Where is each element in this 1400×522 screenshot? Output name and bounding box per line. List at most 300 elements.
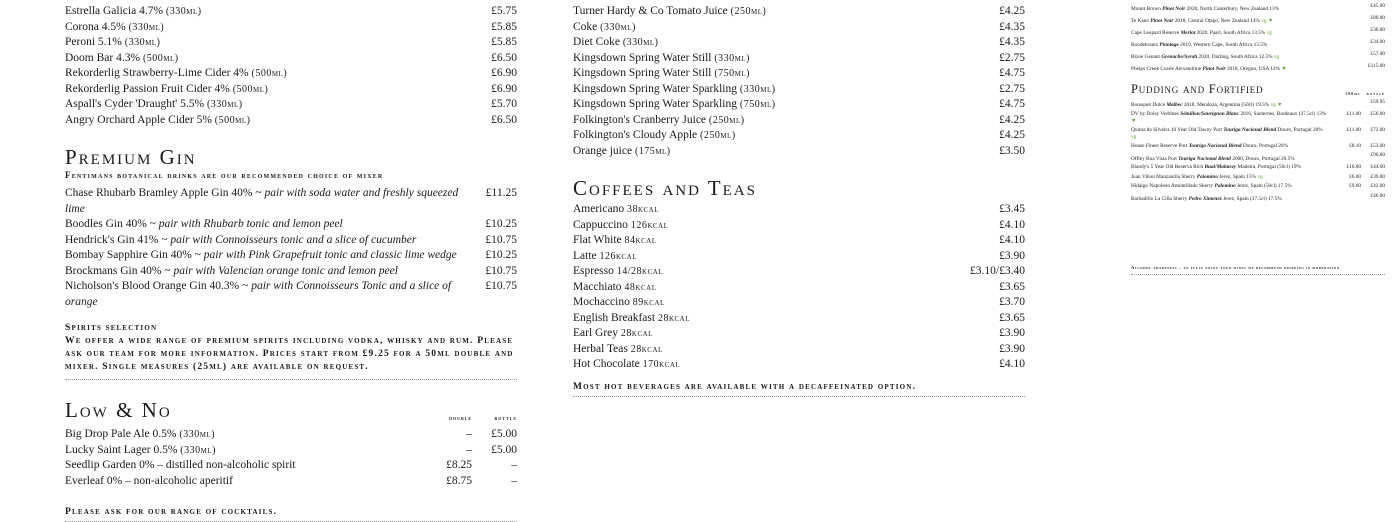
item-label [65, 474, 424, 490]
wine-label [1131, 6, 1328, 14]
wine-item [1131, 152, 1385, 164]
red-wine-list [1131, 2, 1385, 74]
item-name: Corona 4.5% [65, 20, 126, 33]
price-bottle: £42.00 [1370, 183, 1385, 190]
menu-item [65, 35, 517, 51]
item-label [65, 427, 424, 443]
price-bottle: £80.00 [1370, 14, 1385, 21]
cocktails-note: Please ask for our range of cocktails. [65, 507, 278, 517]
menu-item [65, 20, 517, 36]
item-size: (330ml) [180, 444, 216, 456]
item-size: (330ml) [714, 52, 751, 64]
wine-details: Douro, Portugal 20% [1242, 142, 1288, 149]
item-size: (330ml) [165, 6, 202, 17]
wine-item [1131, 173, 1385, 183]
item-price: £3.65 [999, 280, 1025, 293]
wine-producer: Phelps Creek Cuvée Alexandrine [1131, 66, 1202, 72]
wine-grape: Pedro Ximenez [1188, 196, 1222, 203]
item-label [65, 113, 483, 129]
item-size: 84kcal [624, 235, 657, 246]
item-name: Mochaccino [573, 296, 630, 308]
gin-subtitle: Fentimans botanical drinks are our recommended choice of mixer [65, 170, 384, 180]
wine-grape: Pinot Noir [1202, 66, 1226, 72]
wine-prices [1336, 164, 1385, 172]
alcohol-note: Alcohol awareness – to fully enjoy your wines we recommend drinking in moderation. [1131, 265, 1342, 271]
item-name: Boodles Gin 40% ~ [65, 218, 156, 230]
menu-item [573, 218, 1025, 234]
low-no-heading: Low & No [65, 398, 172, 422]
item-price: £3.90 [999, 327, 1025, 339]
wine-item [1131, 98, 1385, 110]
wine-prices [1336, 174, 1385, 182]
wine-grape: Grenache/Syrah [1161, 54, 1198, 60]
item-price: £6.50 [491, 113, 517, 126]
wine-label [1131, 164, 1328, 172]
wine-grape: Touriga Nacional Blend [1223, 126, 1277, 133]
item-size: (250ml) [700, 130, 736, 141]
item-name: Diet Coke [573, 36, 620, 48]
item-size: 89kcal [632, 297, 665, 308]
price-bottle: £30.00 [1370, 26, 1385, 33]
item-size: (330ml) [128, 21, 165, 33]
wine-item [1131, 126, 1385, 142]
item-label [65, 443, 424, 459]
item-name: Estrella Galicia 4.7% [65, 5, 164, 17]
item-name: Americano [573, 203, 625, 215]
price-bottle: £5.00 [491, 428, 517, 440]
wine-prices [1336, 152, 1385, 160]
item-name: Folkington's Cranberry Juice [573, 113, 707, 126]
menu-item [573, 97, 1025, 113]
diet-marks-icon: ▼ [1281, 66, 1287, 72]
wine-grape: Touriga Nacional Blend [1178, 155, 1231, 162]
item-label [573, 295, 991, 311]
item-name: Everleaf 0% – non-alcoholic aperitif [65, 474, 233, 487]
price-bottle: £115.00 [1367, 62, 1385, 69]
menu-item [65, 82, 517, 98]
price-bottle: £59.95 [1370, 98, 1385, 105]
wine-grape: Malbec [1166, 102, 1183, 108]
item-size: (500ml) [232, 83, 269, 95]
item-size: 126kcal [599, 250, 638, 262]
item-name: Folkington's Cloudy Apple [573, 129, 698, 141]
item-label [573, 82, 991, 98]
wine-item [1131, 62, 1385, 74]
item-price: £2.75 [999, 82, 1025, 95]
wine-producer: Cape Leopard Reserve [1131, 30, 1180, 36]
item-price: £2.75 [999, 51, 1025, 64]
item-label [65, 233, 477, 249]
wine-prices [1336, 111, 1385, 119]
left-column [65, 4, 517, 522]
low-no-list [65, 427, 517, 489]
wine-label [1131, 66, 1328, 74]
item-price: £3.70 [999, 296, 1025, 308]
price-bottle: £57.00 [1370, 50, 1385, 57]
wine-producer: Blandy's 5 Year Old Reserva Rich [1131, 164, 1204, 171]
wine-label [1131, 127, 1328, 142]
menu-item [573, 35, 1025, 51]
price-glass [1336, 152, 1361, 160]
price-bottle: £90.00 [1370, 152, 1385, 159]
wine-details: 2018, Central Otago, New Zealand 14% [1174, 18, 1260, 24]
wine-grape: Palomino [1196, 173, 1218, 180]
wine-details: 2000, Douro, Portugal 20.5% [1232, 155, 1295, 162]
pudding-heading: Pudding and Fortified [1131, 82, 1264, 96]
item-pairing: pair with Valencian orange tonic and lemon peel [173, 264, 398, 277]
item-name: Orange juice [573, 144, 633, 157]
menu-item [573, 357, 1025, 373]
item-price: £4.25 [999, 5, 1025, 17]
wine-prices [1336, 193, 1385, 201]
menu-item [573, 233, 1025, 249]
menu-item [65, 186, 517, 217]
price-glass [1336, 15, 1361, 23]
item-price: £4.75 [999, 67, 1025, 79]
item-label [573, 144, 991, 160]
item-price: £6.50 [491, 51, 517, 64]
price-glass: £11.00 [1346, 126, 1361, 133]
item-price: £3.50 [999, 144, 1025, 157]
wine-details: 2018, Mendoza, Argentina (50cl) 19.5% [1183, 102, 1270, 108]
price-bottle: £44.00 [1370, 164, 1385, 171]
diet-marks-icon: vg [1266, 30, 1272, 36]
item-label [65, 51, 483, 67]
item-name: Coke [573, 20, 598, 33]
item-price: £4.10 [999, 358, 1025, 370]
item-label [573, 233, 991, 249]
item-size: (330ml) [600, 21, 636, 33]
item-size: 28kcal [630, 343, 663, 355]
item-price: £5.85 [491, 20, 517, 33]
menu-item [573, 66, 1025, 82]
wine-prices [1336, 27, 1385, 35]
menu-item [573, 264, 1025, 280]
price-glass: £6.00 [1349, 173, 1361, 180]
item-name: Macchiato [573, 280, 622, 293]
item-price: £5.85 [491, 36, 517, 48]
wine-label [1131, 102, 1328, 110]
item-pairing: pair with soda water and freshly squeezed lime [65, 187, 459, 215]
item-label [65, 248, 477, 264]
price-glass [1336, 193, 1361, 201]
premium-gin-heading: Premium Gin [65, 145, 197, 169]
menu-item [65, 248, 517, 264]
wine-item [1131, 50, 1385, 62]
wine-label [1131, 30, 1328, 38]
price-glass [1336, 63, 1361, 71]
item-name: Chase Rhubarb Bramley Apple Gin 40% ~ [65, 187, 262, 199]
wine-details: Jerez, Spain 15% [1219, 173, 1256, 180]
item-size: 28kcal [657, 312, 691, 324]
item-name: Latte [573, 249, 597, 262]
item-label [573, 128, 991, 144]
bottle-label: bottle [1366, 91, 1385, 96]
wine-details: 2019, Western Cape, South Africa 13.5% [1180, 42, 1268, 48]
wine-prices [1336, 63, 1385, 71]
wine-item [1131, 192, 1385, 204]
price-glass [1336, 51, 1361, 59]
wine-item [1131, 38, 1385, 50]
item-size: (750ml) [714, 68, 751, 79]
item-size: 170kcal [642, 359, 681, 370]
menu-item [573, 280, 1025, 296]
item-pairing: pair with Connoisseurs tonic and a slice of cucumber [170, 233, 417, 246]
menu-item [573, 113, 1025, 129]
item-name: Seedlip Garden 0% – distilled non-alcoholic spirit [65, 459, 296, 471]
item-label [65, 82, 483, 98]
wine-grape: Palomino [1214, 183, 1236, 190]
price-glass [1336, 39, 1361, 47]
item-label [573, 280, 991, 296]
menu-item [573, 128, 1025, 144]
wine-producer: Bizoe Genant [1131, 54, 1160, 60]
item-name: Bombay Sapphire Gin 40% ~ [65, 249, 201, 261]
price-bottle: – [511, 459, 517, 471]
wine-item [1131, 142, 1385, 152]
diet-marks-icon: vg ▼ [1261, 18, 1274, 24]
soft-drinks-list [573, 4, 1025, 159]
wine-prices [1336, 143, 1385, 151]
item-price: £10.75 [485, 264, 517, 277]
menu-item [573, 144, 1025, 160]
wine-producer: Roodekrantz [1131, 42, 1159, 48]
price-bottle: £72.00 [1370, 126, 1385, 133]
item-size: (330ml) [739, 83, 776, 95]
wine-producer: Quinta da Silveira 10 Year Old Tawny Port [1131, 126, 1223, 133]
price-glass: £11.00 [1346, 110, 1361, 117]
wine-prices [1336, 15, 1385, 23]
item-label [573, 35, 991, 51]
menu-item [65, 443, 517, 459]
wine-prices [1336, 51, 1385, 59]
wine-label [1131, 111, 1328, 126]
item-price: £3.45 [999, 203, 1025, 215]
double-label: double [449, 416, 472, 422]
item-name: Rekorderlig Passion Fruit Cider 4% [65, 82, 230, 95]
item-price: £5.75 [491, 5, 517, 17]
item-prices [432, 427, 517, 443]
price-double: – [466, 443, 472, 456]
item-label [573, 249, 991, 265]
price-glass [1336, 3, 1361, 11]
item-name: Kingsdown Spring Water Still [573, 51, 712, 64]
item-size: (330ml) [622, 37, 659, 48]
item-name: Espresso [573, 265, 614, 277]
price-bottle: – [511, 474, 517, 487]
item-price: £5.70 [491, 98, 517, 110]
price-bottle: £46.00 [1370, 192, 1385, 199]
menu-item [573, 82, 1025, 98]
coffee-list [573, 202, 1025, 373]
menu-item [573, 20, 1025, 36]
item-label [573, 66, 991, 82]
wine-label [1131, 54, 1328, 62]
wine-label [1131, 143, 1328, 151]
menu-item [65, 97, 517, 113]
wine-producer: Juan Viñon Manzanilla Sherry [1131, 173, 1196, 180]
wine-grape: Merlot [1180, 30, 1196, 36]
wine-item [1131, 164, 1385, 174]
price-bottle: £45.00 [1370, 2, 1385, 9]
wine-details: 2020, North Canterbury, New Zealand 13% [1186, 6, 1280, 12]
item-pairing: pair with Connoisseurs Tonic and a slice of orange [65, 280, 452, 308]
item-name: Lucky Saint Lager 0.5% [65, 443, 178, 456]
wine-label [1131, 156, 1328, 164]
item-label [573, 264, 962, 280]
item-name: Rekorderlig Strawberry-Lime Cider 4% [65, 67, 249, 79]
wine-details: 2018, Oregon, USA 14% [1226, 66, 1281, 72]
item-pairing: pair with Pink Grapefruit tonic and classic lime wedge [203, 249, 457, 261]
wine-prices [1336, 127, 1385, 135]
wine-grape: Pinot Noir [1162, 6, 1186, 12]
wine-item [1131, 2, 1385, 14]
item-size: (750ml) [739, 99, 776, 110]
wine-producer: Barbadillo La Cilla Sherry [1131, 196, 1188, 203]
item-price: £3.10/£3.40 [970, 265, 1025, 277]
wine-details: 2020, Darling, South Africa 12.5% [1198, 54, 1273, 60]
menu-item [65, 113, 517, 129]
item-pairing: pair with Rhubarb tonic and lemon peel [158, 218, 343, 230]
wine-item [1131, 183, 1385, 193]
wine-details: 2016, Sauternes, Bordeaux (37.5cl) 13% [1240, 110, 1327, 117]
wine-producer: Mount Brown [1131, 6, 1161, 12]
price-glass: £10.00 [1346, 164, 1361, 171]
item-name: Kingsdown Spring Water Sparkling [573, 98, 738, 110]
price-double: £8.25 [446, 459, 472, 471]
item-prices [432, 474, 517, 490]
item-label [573, 20, 991, 36]
wine-prices [1336, 39, 1385, 47]
item-name: Hendrick's Gin 41% ~ [65, 233, 168, 246]
item-name: Cappuccino [573, 218, 628, 231]
item-name: English Breakfast [573, 311, 656, 324]
item-label [573, 51, 991, 67]
item-size: (500ml) [251, 68, 288, 79]
price-glass: £9.60 [1349, 183, 1361, 190]
item-name: Doom Bar 4.3% [65, 51, 141, 64]
item-label [65, 279, 477, 310]
item-prices [432, 443, 517, 459]
price-bottle: £39.00 [1370, 173, 1385, 180]
item-name: Earl Grey [573, 327, 619, 339]
item-size: 126kcal [630, 219, 669, 231]
item-label [65, 4, 483, 20]
menu-item [65, 66, 517, 82]
item-label [573, 326, 991, 342]
wine-producer: Hidalgo Napoleon Amontillado Sherry [1131, 183, 1214, 190]
menu-item [65, 264, 517, 280]
diet-marks-icon: vg [1257, 173, 1263, 180]
diet-marks-icon: vg [1273, 54, 1280, 60]
item-size: 14/28kcal [616, 266, 664, 277]
wine-prices [1336, 99, 1385, 107]
price-double: – [466, 428, 472, 440]
menu-item [573, 202, 1025, 218]
menu-item [65, 279, 517, 310]
item-label [65, 458, 424, 474]
item-label [573, 202, 991, 218]
item-name: Kingsdown Spring Water Still [573, 67, 712, 79]
wine-item [1131, 14, 1385, 26]
menu-item [65, 51, 517, 67]
diet-marks-icon: vg ▼ [1270, 102, 1283, 108]
spirits-text: We offer a wide range of premium spirits including vodka, whisky and rum. Please ask our team for more information. Prices start from £9.25 for a 50ml double and mixer. Single measures (25ml) are available on request. [65, 336, 514, 372]
menu-item [573, 326, 1025, 342]
item-name: Herbal Teas [573, 342, 628, 355]
item-size: (500ml) [142, 52, 179, 64]
menu-item [65, 4, 517, 20]
wine-grape: Bual/Malmsey [1204, 164, 1237, 171]
wine-producer: Offley Boa Vista Port [1131, 155, 1177, 162]
item-price: £4.75 [999, 98, 1025, 110]
wine-grape: Pinot Noir [1150, 18, 1174, 24]
item-label [573, 4, 991, 20]
item-price: £3.90 [999, 249, 1025, 262]
item-price: £11.25 [485, 187, 517, 199]
price-double: £8.75 [446, 474, 472, 487]
item-price: £6.90 [491, 82, 517, 95]
item-price: £4.25 [999, 113, 1025, 126]
item-label [573, 97, 991, 113]
price-bottle: £34.00 [1370, 38, 1385, 45]
item-label [65, 217, 477, 233]
item-price: £10.25 [485, 218, 517, 230]
item-label [573, 342, 991, 358]
right-column [1131, 2, 1385, 275]
item-price: £10.25 [485, 249, 517, 261]
item-price: £4.10 [999, 234, 1025, 246]
item-name: Aspall's Cyder 'Draught' 5.5% [65, 98, 205, 110]
wine-details: Jerez, Spain (37.5cl) 17.5% [1223, 196, 1282, 203]
wine-producer: Te Kano [1131, 18, 1150, 24]
item-name: Flat White [573, 234, 622, 246]
item-name: Peroni 5.1% [65, 36, 122, 48]
item-name: Brockmans Gin 40% ~ [65, 264, 171, 277]
diet-marks-icon: ▼ [1131, 118, 1137, 124]
item-price: £3.65 [999, 311, 1025, 324]
item-size: (500ml) [214, 114, 251, 126]
item-price: £10.75 [485, 233, 517, 246]
wine-producer: DV by Doisy Vedrines [1131, 110, 1179, 117]
item-price: £4.35 [999, 36, 1025, 48]
menu-item [573, 51, 1025, 67]
wine-label [1131, 174, 1328, 182]
divider [65, 379, 517, 380]
item-label [573, 311, 991, 327]
wine-details: Douro, Portugal 20% [1277, 126, 1323, 133]
divider [1131, 274, 1385, 275]
wine-grape: Pinotage [1159, 42, 1179, 48]
wine-label [1131, 183, 1328, 191]
item-name: Hot Chocolate [573, 358, 640, 370]
item-price: £6.90 [491, 67, 517, 79]
item-price: £10.75 [485, 280, 517, 292]
item-size: (330ml) [206, 99, 243, 110]
menu-item [65, 217, 517, 233]
spirits-heading: Spirits selection [65, 323, 158, 333]
wine-item [1131, 26, 1385, 38]
item-size: (330ml) [179, 429, 216, 440]
item-label [65, 66, 483, 82]
item-label [573, 218, 991, 234]
item-price: £4.35 [999, 20, 1025, 33]
item-label [573, 113, 991, 129]
item-price: £4.10 [999, 218, 1025, 231]
item-size: 38kcal [626, 204, 660, 215]
wine-producer: Bousquet Dulce [1131, 102, 1165, 108]
item-label [65, 35, 483, 51]
